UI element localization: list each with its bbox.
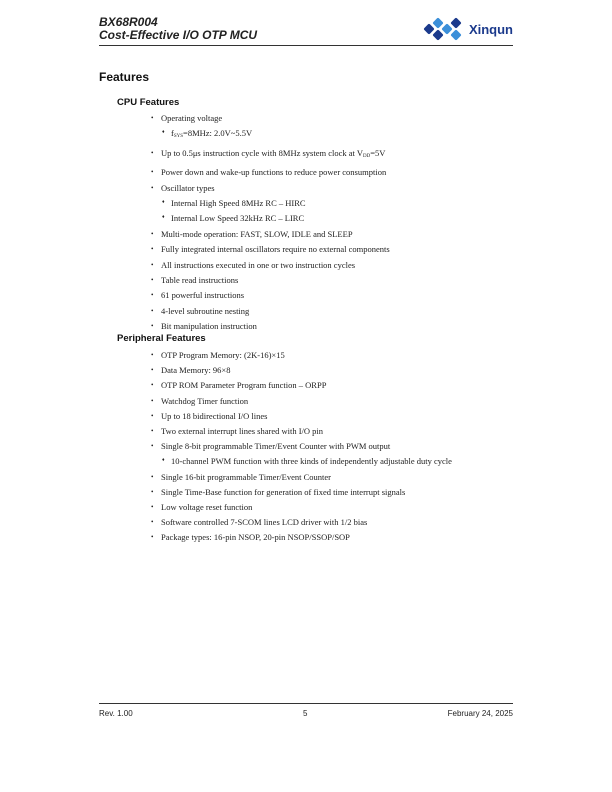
footer-date: February 24, 2025 (447, 709, 513, 718)
cpu-item: • Multi-mode operation: FAST, SLOW, IDLE and SLEEP (151, 229, 511, 239)
peripheral-item: • OTP ROM Parameter Program function – ORPP (151, 380, 511, 390)
cpu-item (151, 128, 511, 142)
footer-revision: Rev. 1.00 (99, 709, 133, 718)
cpu-item-text: =5V (370, 147, 386, 158)
cpu-item: • 4-level subroutine nesting (151, 306, 511, 316)
peripheral-item: • Low voltage reset function (151, 502, 511, 512)
cpu-item: • All instructions executed in one or two instruction cycles (151, 260, 511, 270)
logo-text: Xinqun (468, 21, 513, 37)
section-title: Features (99, 70, 150, 84)
cpu-item: • Bit manipulation instruction (151, 321, 511, 331)
peripheral-item: • Software controlled 7-SCOM lines LCD driver with 1/2 bias (151, 517, 511, 527)
cpu-features-list (151, 113, 511, 331)
peripheral-item: • Data Memory: 96×8 (151, 365, 511, 375)
peripheral-item: • Single 8-bit programmable Timer/Event Counter with PWM output (151, 441, 511, 451)
cpu-item-text: Up to 0.5μs instruction cycle with 8MHz system clock at V (161, 147, 363, 158)
peripheral-item: • OTP Program Memory: (2K-16)×15 (151, 350, 511, 360)
company-logo (423, 16, 513, 42)
cpu-item: • Power down and wake-up functions to reduce power consumption (151, 167, 511, 177)
cpu-item (151, 148, 511, 162)
footer-page-number: 5 (303, 709, 308, 718)
page-header (99, 16, 513, 46)
peripheral-features-list (151, 350, 511, 542)
cpu-item: • Oscillator types (151, 183, 511, 193)
cpu-item: • 61 powerful instructions (151, 290, 511, 300)
cpu-item: ♦ Internal Low Speed 32kHz RC – LIRC (151, 213, 511, 223)
peripheral-item: • Two external interrupt lines shared with I/O pin (151, 426, 511, 436)
cpu-item: • Table read instructions (151, 275, 511, 285)
peripheral-item: • Single 16-bit programmable Timer/Event Counter (151, 472, 511, 482)
peripheral-item: • Watchdog Timer function (151, 396, 511, 406)
footer-divider (99, 703, 513, 704)
header-subtitle: Cost-Effective I/O OTP MCU (99, 28, 258, 42)
cpu-item: • Fully integrated internal oscillators require no external components (151, 244, 511, 254)
peripheral-features-heading: Peripheral Features (117, 333, 206, 344)
header-divider (99, 45, 513, 46)
cpu-item: • Operating voltage (151, 113, 511, 123)
cpu-item-subscript: SYS (173, 134, 184, 140)
cpu-item: ♦ Internal High Speed 8MHz RC – HIRC (151, 198, 511, 208)
header-model: BX68R004 (99, 15, 158, 29)
peripheral-item: ♦ 10-channel PWM function with three kinds of independently adjustable duty cycle (151, 456, 511, 466)
peripheral-item: • Package types: 16-pin NSOP, 20-pin NSOP/SSOP/SOP (151, 532, 511, 542)
peripheral-item: • Single Time-Base function for generation of fixed time interrupt signals (151, 487, 511, 497)
cpu-features-heading: CPU Features (117, 97, 180, 108)
cpu-item-text: f (171, 128, 174, 139)
cpu-item-text: =8MHz: 2.0V~5.5V (183, 128, 253, 139)
peripheral-item: • Up to 18 bidirectional I/O lines (151, 411, 511, 421)
xinqun-logo-icon (423, 16, 467, 42)
cpu-item-subscript: DD (363, 153, 371, 159)
